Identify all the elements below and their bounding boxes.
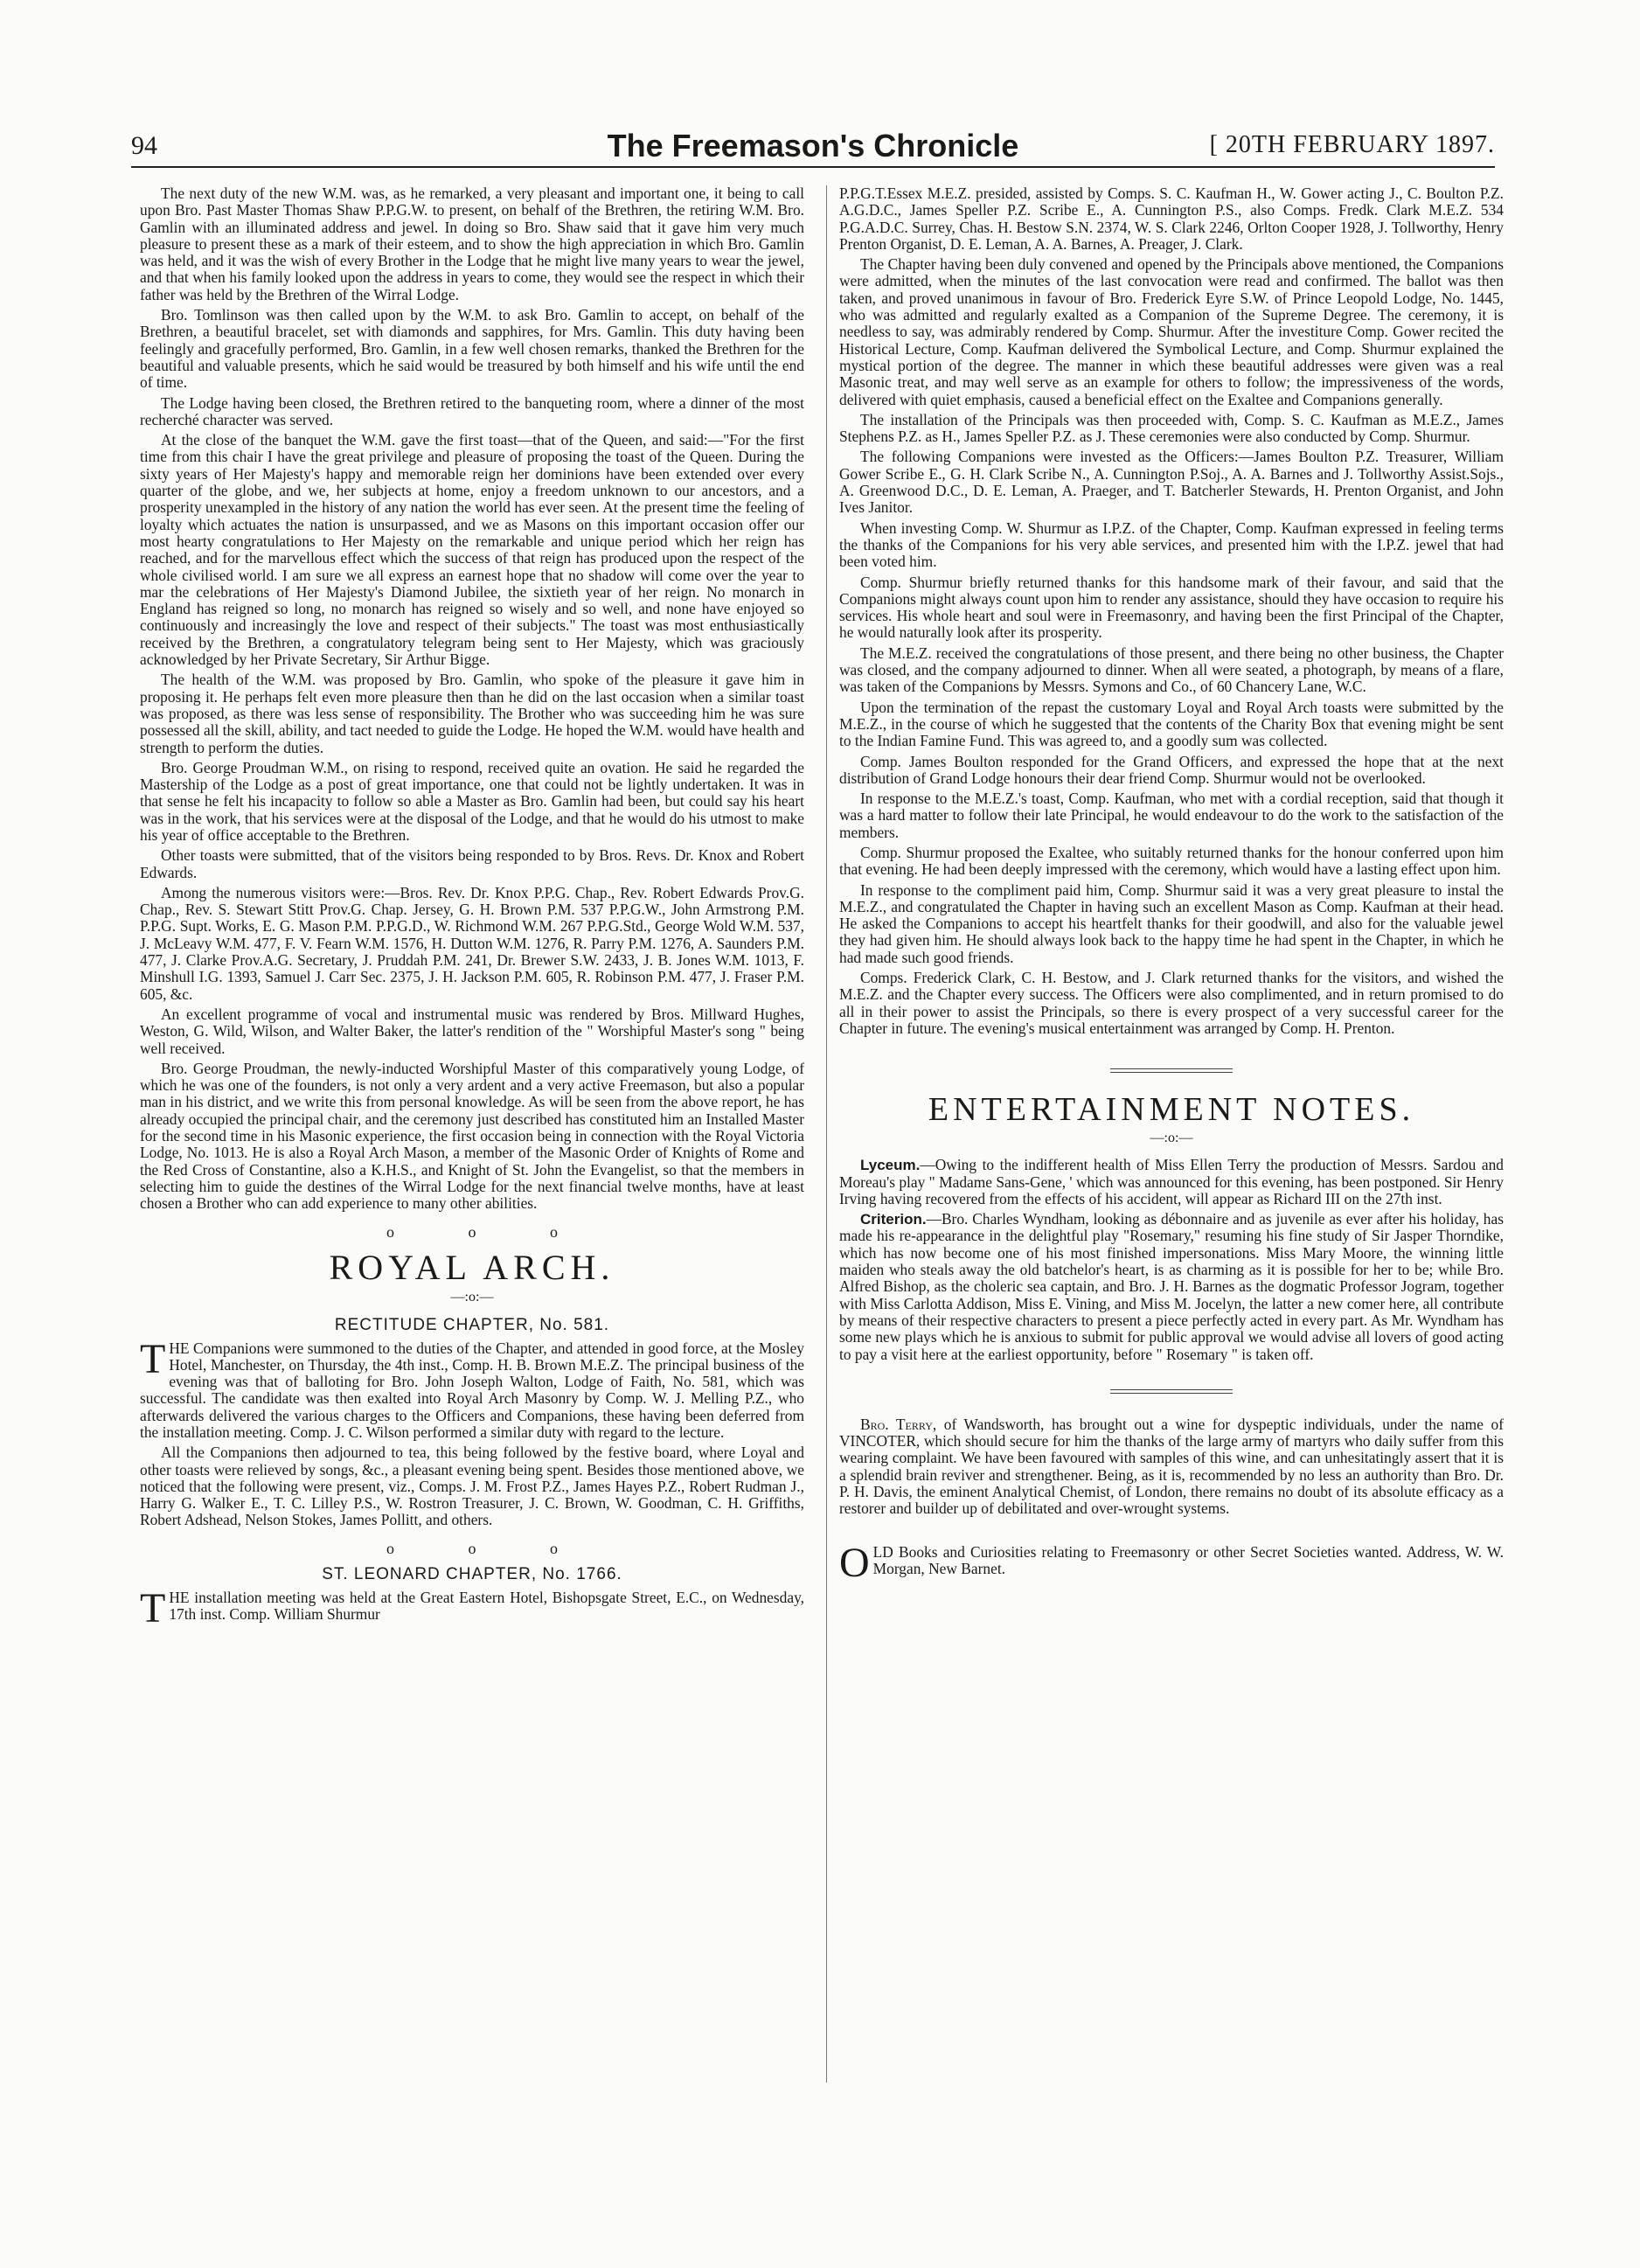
paragraph: In response to the compliment paid him, Comp. Shurmur said it was a very great pleasure to instal the M.E.Z., and congratulated the Chapter in having such an excellent Mason as Comp. Kaufman at their head. He asked the Companions to accept his heartfelt thanks for their goodwill, and also for the valuable jewel they had given him. He should always look back to the happy time he had spent in the Chapter, in which he had made such good friends. <box>839 880 1504 966</box>
issue-date: [ 20TH FEBRUARY 1897. <box>1209 131 1495 158</box>
section-heading-royal-arch: ROYAL ARCH. <box>329 1247 615 1287</box>
ornament: —:o:— <box>1150 1131 1193 1146</box>
section-separator-dots: o o o <box>386 1539 593 1557</box>
advertisement <box>839 1539 1504 1586</box>
paragraph: Bro. George Proudman, the newly-inducted Worshipful Master of this comparatively young Lodge, of which he was one of the founders, is not only a very ardent and a very active Freemason, but also a popular man in his district, and we write this from personal knowledge. As will be seen from the above report, he has already occupied the principal chair, and the ceremony just described has constituted him an Installed Master for the second time in his Masonic experience, the first occasion being in connection with the Royal Victoria Lodge, No. 1013. He is also a Royal Arch Mason, a member of the Masonic Order of Knights of Rome and the Red Cross of Constantine, also a K.H.S., and Knight of St. John the Evangelist, so that the members in selecting him to guide the destines of the Wirral Lodge for the next financial twelve months, have at least chosen a Brother who can add experience to many other abilities. <box>140 1059 804 1213</box>
lyceum-note: Lyceum.—Owing to the indifferent health of Miss Ellen Terry the production of Messrs. Sardou and Moreau's play " Madame Sans-Gene, ' which was announced for this evening, has been postponed. Sir Henry Irving having recovered from the effects of his accident, will appear as Richard III on the 27th inst. <box>839 1156 1504 1207</box>
rectitude-chapter-heading: RECTITUDE CHAPTER, No. 581. <box>334 1315 610 1334</box>
double-rule <box>1110 1389 1233 1394</box>
page-number: 94 <box>131 131 157 160</box>
paragraph: Bro. George Proudman W.M., on rising to respond, received quite an ovation. He said he regarded the Mastership of the Lodge as a post of great importance, one that could not be lightly undertaken. It was in that sense he felt his incapacity to follow so able a Master as Bro. Gamlin had been, but could say his heart was in the work, that his services were at the disposal of the Lodge, and that he would do his utmost to make his year of office acceptable to the Brethren. <box>140 758 804 844</box>
paragraph: The installation of the Principals was then proceeded with, Comp. S. C. Kaufman as M.E.Z., James Stephens P.Z. as H., James Speller P.Z. as J. These ceremonies were also conducted by Comp. Shurmur. <box>839 410 1504 446</box>
paragraph: The Chapter having been duly convened and opened by the Principals above mentioned, the Companions were admitted, when the minutes of the last convocation were read and confirmed. The ballot was then taken, and proved unanimous in favour of Bro. Frederick Eyre S.W. of Prince Leopold Lodge, No. 1445, who was admitted and regularly exalted as a Companion of the Supreme Degree. The ceremony, it is needless to say, was admirably rendered by Comp. Shurmur. After the investiture Comp. Gower recited the Historical Lecture, Comp. Kaufman delivered the Symbolical Lecture, and Comp. Shurmur explained the mystical portion of the degree. The manner in which these beautiful addresses were given was a real Masonic treat, and may well serve as an example for others to follow; the impressiveness of the words, delivered with quiet emphasis, caused a beneficial effect on the Exaltee and Companions generally. <box>839 255 1504 408</box>
paragraph: The health of the W.M. was proposed by Bro. Gamlin, who spoke of the pleasure it gave him in proposing it. He perhaps felt even more pleasure then than he did on the last occasion when a similar toast was proposed, as there was less sense of responsibility. The Brother who was succeeding him he was sure possessed all the skill, ability, and tact needed to guide the Lodge. He hoped the W.M. would have health and strength to perform the duties. <box>140 671 805 756</box>
right-column <box>839 184 1504 1586</box>
paragraph: When investing Comp. W. Shurmur as I.P.Z. of the Chapter, Comp. Kaufman expressed in feeling terms the thanks of the Companions for his very able services, and presented him with the I.P.Z. jewel that had been voted him. <box>839 518 1504 571</box>
paragraph: Other toasts were submitted, that of the visitors being responded to by Bros. Revs. Dr. Knox and Robert Edwards. <box>140 846 804 881</box>
paragraph: In response to the M.E.Z.'s toast, Comp. Kaufman, who met with a cordial reception, said that though it was a hard matter to follow their late Principal, he would endeavour to do the work to the satisfaction of the members. <box>839 790 1504 841</box>
paragraph: The next duty of the new W.M. was, as he remarked, a very pleasant and important one, it being to call upon Bro. Past Master Thomas Shaw P.P.G.W. to present, on behalf of the Brethren, the retiring W.M. Bro. Gamlin with an illuminated address and jewel. In doing so Bro. Shaw said that it gave him very much pleasure to present these as a mark of their esteem, and to show the high appreciation in which Bro. Gamlin was held, and it was the wish of every Brother in the Lodge that he might live many years to wear the jewel, and that when his family looked upon the address in years to come, they would see the respect in which their father was held by the Brethren of the Wirral Lodge. <box>140 184 804 303</box>
paragraph: Among the numerous visitors were:—Bros. Rev. Dr. Knox P.P.G. Chap., Rev. Robert Edwards Prov.G. Chap., Rev. S. Stewart Stitt Prov.G. Chap. Jersey, G. H. Brown P.M. 537 P.P.G.W., John Armstrong P.M. P.P.G. Supt. Works, E. G. Mason P.M. P.P.G.D., W. Richmond W.M. 267 P.P.G.Std., George Wold W.M. 537, J. McLeavy W.M. 477, F. V. Fearn W.M. 1576, H. Dutton W.M. 1276, R. Parry P.M. 1276, A. Saunders P.M. 477, J. Clarke Prov.A.G. Secretary, J. Pruddah P.M. 241, Dr. Brewer S.W. 2433, J. B. Jones W.M. 1013, F. Minshull I.G. 1393, Samuel J. Carr Sec. 2375, J. H. Jackson P.M. 605, R. Robinson P.M. 477, J. Fraser P.M. 605, &c. <box>140 883 804 1003</box>
vincoter-note: Bro. Terry, of Wandsworth, has brought out a wine for dyspeptic individuals, under the name of VINCOTER, which should secure for him the thanks of the large army of martyrs who daily suffer from this wearing complaint. We have been favoured with samples of this wine, and can unhesitatingly assert that it is a splendid brain reviver and strengthener. Being, as it is, recommended by no less an authority than Bro. Dr. P. H. Davis, the eminent Analytical Chemist, of London, there remains no doubt of its absolute efficacy as a restorer and builder up of debilitated and over-wrought systems. <box>839 1415 1504 1518</box>
drop-cap: O <box>839 1539 870 1586</box>
drop-cap: T <box>140 1584 166 1631</box>
st-leonard-paragraph: THE installation meeting was held at the Great Eastern Hotel, Bishopsgate Street, E.C., on Wednesday, 17th inst. Comp. William Shurmur <box>140 1584 804 1631</box>
criterion-note: Criterion.—Bro. Charles Wyndham, looking as débonnaire and as juvenile as ever after his holiday, has made his re-appearance in the delightful play "Rosemary," resuming his fine study of Sir Jasper Thorndike, which has now become one of his most finished impersonations. Miss Mary Moore, the winning little maiden who steals away the old batchelor's heart, is as charming as it is possible for her to be; while Bro. Alfred Bishop, as the choleric sea captain, and Bro. J. H. Barnes as the dogmatic Professor Jogram, together with Miss Carlotta Addison, Miss E. Vining, and Miss M. Jocelyn, the latter a new comer here, all contribute by means of their respective characters to present a piece perfectly acted in every part. As Mr. Wyndham has some new plays which he is anxious to submit for public approval we would advise all lovers of good acting to pay a visit here at the earliest opportunity, before " Rosemary " is taken off. <box>839 1210 1504 1363</box>
column-divider <box>826 185 827 2083</box>
paragraph: P.P.G.T.Essex M.E.Z. presided, assisted by Comps. S. C. Kaufman H., W. Gower acting J., C. Boulton P.Z. A.G.D.C., James Speller P.Z. Scribe E., A. Cunnington P.S., also Comps. Fredk. Clark M.E.Z. 534 P.G.A.D.C. Surrey, Chas. H. Bestow S.N. 2374, W. S. Clark 2246, Orlton Cooper 1928, J. Tollworthy, Henry Prenton Organist, D. E. Leman, A. A. Barnes, A. Preager, J. Clark. <box>839 184 1504 253</box>
paragraph: Comp. Shurmur proposed the Exaltee, who suitably returned thanks for the honour conferred upon him that evening. He had been deeply impressed with the ceremony, which would have a lasting effect upon him. <box>839 843 1504 879</box>
ornament: —:o:— <box>450 1289 494 1304</box>
section-separator-dots: o o o <box>386 1222 593 1241</box>
entertainment-notes-heading: ENTERTAINMENT NOTES. <box>928 1091 1415 1129</box>
masthead-title: The Freemason's Chronicle <box>607 128 1019 163</box>
paragraph: Comps. Frederick Clark, C. H. Bestow, and J. Clark returned thanks for the visitors, and wished the M.E.Z. and the Chapter every success. The Officers were also complimented, and in return promised to do all in their power to assist the Principals, so there is every prospect of a very successful career for the Chapter in future. The evening's musical entertainment was arranged by Comp. H. Prenton. <box>839 969 1504 1037</box>
paragraph: Comp. Shurmur briefly returned thanks for this handsome mark of their favour, and said that the Companions might always count upon him to render any assistance, should they have occasion to require his services. His whole heart and soul were in Freemasonry, and having been the first Principal of the Chapter, he would naturally look after its prosperity. <box>839 573 1504 642</box>
paragraph: Upon the termination of the repast the customary Loyal and Royal Arch toasts were submitted by the M.E.Z., in the course of which he suggested that the contents of the Charity Box that evening might be sent to the Indian Famine Fund. This was agreed to, and a goodly sum was collected. <box>839 698 1504 750</box>
advert-text: OLD Books and Curiosities relating to Freemasonry or other Secret Societies wanted. Address, W. W. Morgan, New Barnet. <box>839 1539 1504 1586</box>
rectitude-paragraph-1: THE Companions were summoned to the duties of the Chapter, and attended in good force, at the Mosley Hotel, Manchester, on Thursday, the 4th inst., Comp. H. B. Brown M.E.Z. The principal business of the evening was that of balloting for Bro. John Joseph Walton, Lodge of Faith, No. 581, which was successful. The candidate was then exalted into Royal Arch Masonry by Comp. W. J. Melling P.Z., who afterwards delivered the various charges to the Officers and Companions, these having been deferred from the installation meeting. Comp. J. C. Wilson performed a similar duty with regard to the lecture. <box>140 1335 804 1441</box>
paragraph: The M.E.Z. received the congratulations of those present, and there being no other business, the Chapter was closed, and the company adjourned to dinner. When all were seated, a photograph, by means of a flare, was taken of the Companions by Messrs. Symons and Co., of 60 Chancery Lane, W.C. <box>839 644 1504 696</box>
left-column <box>140 184 805 1631</box>
paragraph: The following Companions were invested as the Officers:—James Boulton P.Z. Treasurer, William Gower Scribe E., G. H. Clark Scribe N., A. Cunnington P.Soj., A. A. Barnes and J. Tollworthy Assist.Sojs., A. Greenwood D.C., D. E. Leman, A. Praeger, and T. Batcherler Stewards, H. Prenton Organist, and John Ives Janitor. <box>839 448 1504 517</box>
drop-cap: T <box>140 1335 166 1382</box>
rectitude-paragraph-2: All the Companions then adjourned to tea, this being followed by the festive board, where Loyal and other toasts were relieved by songs, &c., a pleasant evening being spent. Besides those mentioned above, we noticed that the following were present, viz., Comps. J. M. Frost P.Z., James Hayes P.Z., Robert Rudman J., Harry G. Walker E., T. C. Lilley P.S., W. Rostron Treasurer, J. C. Brown, W. Goodman, C. H. Griffiths, Robert Adshead, Nelson Stokes, James Pollitt, and others. <box>140 1444 804 1529</box>
double-rule <box>1110 1068 1233 1073</box>
page-header <box>131 128 1495 168</box>
paragraph: An excellent programme of vocal and instrumental music was rendered by Bros. Millward Hughes, Weston, G. Wild, Wilson, and Walter Baker, the latter's rendition of the " Worshipful Master's song " being well received. <box>140 1005 804 1057</box>
paragraph: The Lodge having been closed, the Brethren retired to the banqueting room, where a dinner of the most recherché character was served. <box>140 393 804 428</box>
paragraph: Bro. Tomlinson was then called upon by the W.M. to ask Bro. Gamlin to accept, on behalf of the Brethren, a beautiful bracelet, set with diamonds and sapphires, for Mrs. Gamlin. This duty having been feelingly and gracefully performed, Bro. Gamlin, in a few well chosen remarks, thanked the Brethren for the beautiful and valuable presents, which he said would be treasured by both himself and his wife until the end of time. <box>140 306 804 392</box>
paragraph: Comp. James Boulton responded for the Grand Officers, and expressed the hope that at the next distribution of Grand Lodge honours their dear friend Comp. Shurmur would not be overlooked. <box>839 752 1504 787</box>
paragraph: At the close of the banquet the W.M. gave the first toast—that of the Queen, and said:—"For the first time from this chair I have the great privilege and pleasure of proposing the toast of the Queen. During the sixty years of Her Majesty's happy and memorable reign her dominions have been extended over every quarter of the globe, and we, her subjects at home, enjoy a freedom unknown to our ancestors, and a prosperity unexampled in the history of any nation the world has ever seen. At the present time the feeling of loyalty which actuates the nation is unsurpassed, and we as Masons on this important occasion offer our most hearty congratulations to Her Majesty on the remarkable and unique period which her reign has reached, and for the marvellous effect which the success of that reign has produced upon the respect of the whole civilised world. I am sure we all express an earnest hope that no shadow will come over the year to mar the celebrations of Her Majesty's Diamond Jubilee, the sixtieth year of her reign. No monarch in England has reigned so long, no monarch has reigned so wisely and so well, and none have enjoyed so continuously and increasingly the love and respect of their subjects." The toast was most enthusiastically received by the Brethren, a congratulatory telegram being sent to Her Majesty, which was graciously acknowledged by her Private Secretary, Sir Arthur Bigge. <box>140 431 804 669</box>
st-leonard-chapter-heading: ST. LEONARD CHAPTER, No. 1766. <box>322 1564 622 1583</box>
